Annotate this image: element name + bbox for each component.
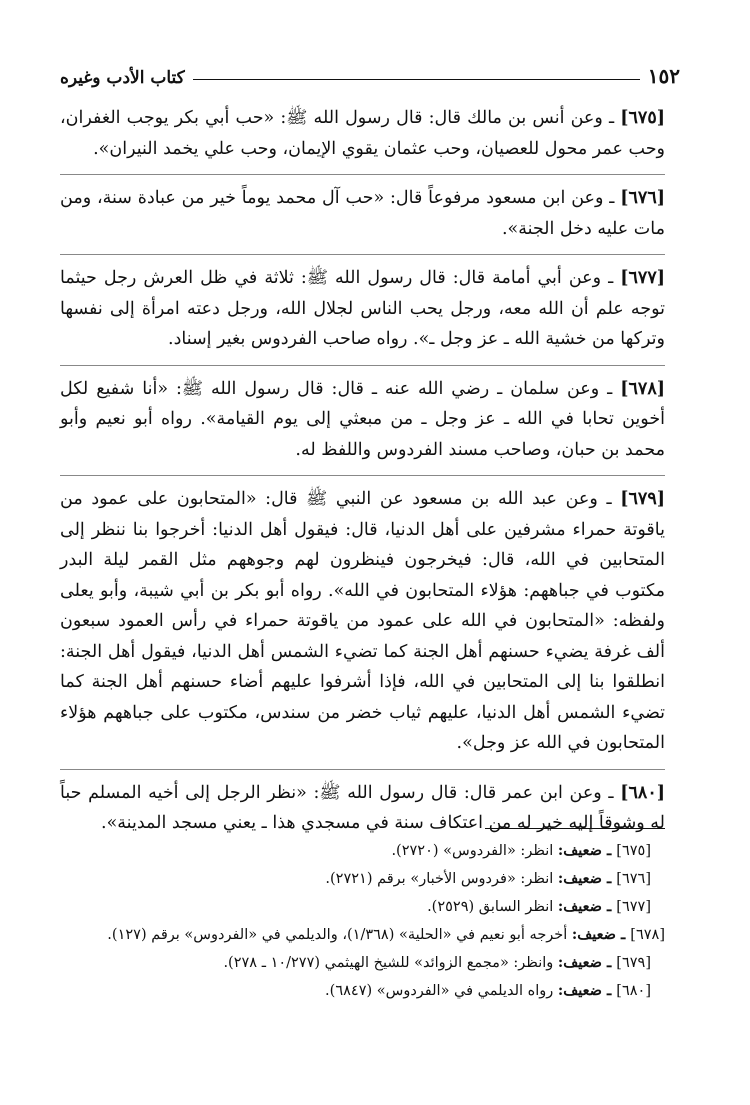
footnote-text: انظر: «الفردوس» (٢٧٢٠). — [391, 843, 558, 859]
footnote-text: وانظر: «مجمع الزوائد» للشيخ الهيثمي (١٠/٢٧٧ ـ ٢٧٨). — [223, 955, 558, 971]
footnote-text: أخرجه أبو نعيم في «الحلية» (١/٣٦٨)، والديلمي في «الفردوس» برقم (١٢٧). — [107, 927, 572, 943]
footnote-number: [٦٧٥] — [616, 843, 651, 859]
footnote-677 — [60, 893, 665, 921]
footnotes — [60, 828, 665, 1005]
footnote-675 — [60, 837, 665, 865]
footnote-grade: ـ ضعيف: — [557, 954, 617, 971]
hadith-number: [٦٨٠] — [620, 782, 665, 803]
paragraph-divider — [60, 475, 665, 476]
hadith-number: [٦٧٥] — [620, 108, 665, 128]
hadith-text: ـ وعن سلمان ـ رضي الله عنه ـ قال: قال رسول الله ﷺ: «أنا شفيع لكل أخوين تحابا في الله ـ عز وجل ـ من مبعثي إلى يوم القيامة». رواه أبو نعيم وأبو محمد بن حبان، وصاحب مسند الفردوس واللفظ له. — [60, 378, 665, 460]
paragraph-divider — [60, 254, 665, 255]
footnote-grade: ـ ضعيف: — [557, 982, 617, 999]
footnote-676 — [60, 865, 665, 893]
hadith-679 — [60, 484, 665, 763]
hadith-number: [٦٧٩] — [620, 489, 665, 509]
footnote-678 — [60, 921, 665, 949]
paragraph-divider — [60, 365, 665, 366]
running-title: كتاب الأدب وغيره — [60, 68, 185, 88]
hadith-677 — [60, 263, 665, 359]
header-rule — [193, 79, 640, 80]
paragraph-divider — [60, 174, 665, 175]
hadith-number: [٦٧٦] — [620, 188, 665, 208]
footnote-number: [٦٨٠] — [616, 983, 651, 999]
hadith-number: [٦٧٧] — [620, 268, 665, 288]
footnote-grade: ـ ضعيف: — [571, 926, 631, 943]
footnote-rule — [485, 828, 665, 829]
hadith-text: ـ وعن عبد الله بن مسعود عن النبي ﷺ قال: «المتحابون على عمود من ياقوتة حمراء مشرفين على أهل الدنيا، قال: فيقول أهل الدنيا: أخرجوا بنا ننظر إلى المتحابين في الله، قال: فيخرجون فينظرون لهم وجوههم مثل القمر ليلة البدر مكتوب في جباههم: هؤلاء المتحابون في الله». رواه أبو بكر بن أبي شيبة، وأبو يعلى ولفظه: «المتحابون في الله على عمود من ياقوتة حمراء في رأس العمود سبعون ألف غرفة يضيء حسنهم أهل الجنة كما تضيء الشمس أهل الدنيا، فيقول أهل الجنة: انطلقوا بنا إلى المتحابين في الله، فإذا أشرفوا عليهم أضاء حسنهم أهل الجنة كما تضيء الشمس أهل الدنيا، عليهم ثياب خضر من سندس، مكتوب على جباههم هؤلاء المتحابون في الله عز وجل». — [60, 489, 665, 753]
footnote-text: انظر: «فردوس الأخبار» برقم (٢٧٢١). — [325, 871, 558, 887]
hadith-676 — [60, 183, 665, 248]
footnote-grade: ـ ضعيف: — [557, 842, 617, 859]
footnote-number: [٦٧٧] — [616, 899, 651, 915]
footnote-number: [٦٧٨] — [630, 927, 665, 943]
page-number: ١٥٢ — [647, 64, 680, 88]
hadith-text: ـ وعن ابن مسعود مرفوعاً قال: «حب آل محمد يوماً خير من عبادة سنة، ومن مات عليه دخل الجنة». — [60, 188, 665, 239]
hadith-text: ـ وعن ابن عمر قال: قال رسول الله ﷺ: «نظر الرجل إلى أخيه المسلم حباً له وشوقاً إليه خير له من اعتكاف سنة في مسجدي هذا ـ يعني مسجد المدينة». — [60, 782, 665, 833]
hadith-675 — [60, 103, 665, 168]
footnote-text: رواه الديلمي في «الفردوس» (٦٨٤٧). — [325, 983, 558, 999]
hadith-678 — [60, 374, 665, 470]
hadith-number: [٦٧٨] — [620, 378, 665, 399]
footnote-number: [٦٧٦] — [616, 871, 651, 887]
page-header — [60, 58, 680, 88]
footnote-679 — [60, 949, 665, 977]
paragraph-divider — [60, 769, 665, 770]
footnote-number: [٦٧٩] — [616, 955, 651, 971]
main-text — [60, 103, 665, 843]
footnote-grade: ـ ضعيف: — [557, 898, 617, 915]
hadith-text: ـ وعن أبي أمامة قال: قال رسول الله ﷺ: ثلاثة في ظل العرش رجل حيثما توجه علم أن الله معه، ورجل يحب الناس لجلال الله، ورجل دعته امرأة إلى نفسها وتركها من خشية الله ـ عز وجل ـ». رواه صاحب الفردوس بغير إسناد. — [60, 268, 665, 349]
footnote-text: انظر السابق (٢٥٢٩). — [427, 899, 558, 915]
footnote-680 — [60, 977, 665, 1005]
hadith-text: ـ وعن أنس بن مالك قال: قال رسول الله ﷺ: «حب أبي بكر يوجب الغفران، وحب عمر محول للعصيان، وحب عثمان يقوي الإيمان، وحب علي يخمد النيران». — [60, 108, 665, 159]
footnote-grade: ـ ضعيف: — [557, 870, 617, 887]
